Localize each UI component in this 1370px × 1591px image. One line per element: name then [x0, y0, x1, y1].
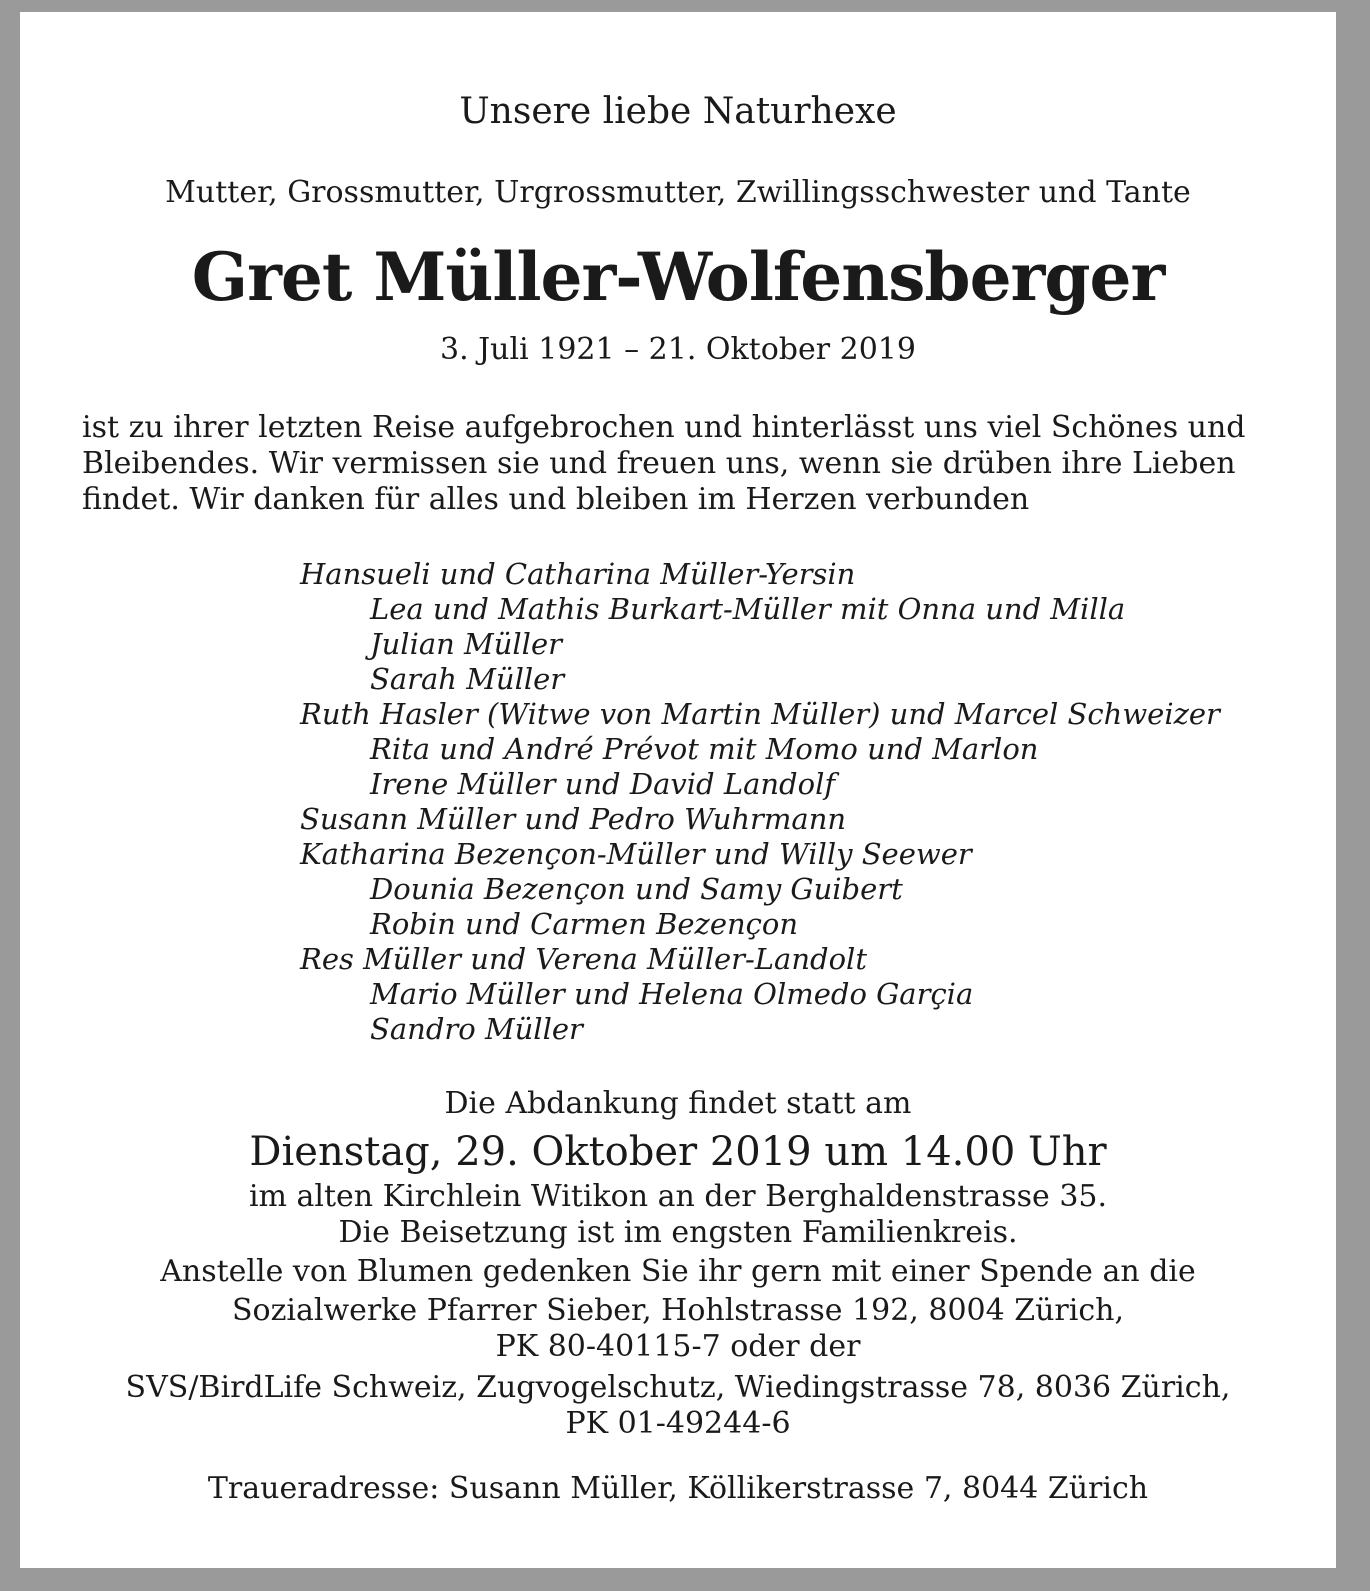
- donation-recipient-1: Sozialwerke Pfarrer Sieber, Hohlstrasse 192, 8004 Zürich,: [231, 1293, 1125, 1328]
- mourner-entry: Mario Müller und Helena Olmedo Garçia: [370, 977, 974, 1011]
- mourner-entry: Rita und André Prévot mit Momo und Marlon: [370, 732, 1039, 766]
- mourner-entry: Robin und Carmen Bezençon: [370, 907, 799, 941]
- donation-recipient-2: SVS/BirdLife Schweiz, Zugvogelschutz, Wiedingstrasse 78, 8036 Zürich,: [125, 1370, 1231, 1405]
- mourner-entry: Katharina Bezençon-Müller und Willy Seewer: [300, 837, 972, 871]
- service-details: [20, 1179, 1336, 1442]
- farewell-message: [82, 410, 1292, 518]
- mourner-entry: Sandro Müller: [370, 1012, 583, 1046]
- mourner-entry: Res Müller und Verena Müller-Landolt: [300, 942, 867, 976]
- service-datetime: Dienstag, 29. Oktober 2019 um 14.00 Uhr: [249, 1129, 1107, 1175]
- intro-line: Unsere liebe Naturhexe: [459, 91, 897, 132]
- donation-account-1: PK 80-40115-7 oder der: [495, 1329, 861, 1364]
- mourner-entry: Julian Müller: [370, 627, 562, 661]
- deceased-name: Gret Müller-Wolfensberger: [191, 238, 1165, 316]
- message-line: ist zu ihrer letzten Reise aufgebrochen und hinterlässt uns viel Schönes und: [82, 410, 1246, 445]
- donation-account-2: PK 01-49244-6: [565, 1406, 791, 1441]
- relations-line: Mutter, Grossmutter, Urgrossmutter, Zwillingsschwester und Tante: [165, 175, 1191, 210]
- obituary-notice: [20, 12, 1336, 1568]
- message-line: Bleibendes. Wir vermissen sie und freuen uns, wenn sie drüben ihre Lieben: [82, 446, 1236, 481]
- mourners-list: [300, 557, 1220, 1047]
- mourning-address: Traueradresse: Susann Müller, Köllikerstrasse 7, 8044 Zürich: [207, 1471, 1149, 1506]
- service-announcement: Die Abdankung findet statt am: [444, 1086, 912, 1121]
- mourner-entry: Lea und Mathis Burkart-Müller mit Onna und Milla: [370, 592, 1126, 626]
- message-line: findet. Wir danken für alles und bleiben im Herzen verbunden: [82, 482, 1030, 517]
- life-dates: 3. Juli 1921 – 21. Oktober 2019: [440, 332, 916, 367]
- service-location: im alten Kirchlein Witikon an der Berghaldenstrasse 35.: [248, 1179, 1108, 1214]
- mourner-entry: Irene Müller und David Landolf: [370, 767, 836, 801]
- mourner-entry: Susann Müller und Pedro Wuhrmann: [300, 802, 847, 836]
- burial-note: Die Beisetzung ist im engsten Familienkreis.: [338, 1215, 1018, 1250]
- mourner-entry: Hansueli und Catharina Müller-Yersin: [300, 557, 856, 591]
- mourner-entry: Dounia Bezençon und Samy Guibert: [370, 872, 903, 906]
- mourner-entry: Sarah Müller: [370, 662, 565, 696]
- mourner-entry: Ruth Hasler (Witwe von Martin Müller) und Marcel Schweizer: [300, 697, 1220, 731]
- donation-intro: Anstelle von Blumen gedenken Sie ihr gern mit einer Spende an die: [160, 1254, 1196, 1289]
